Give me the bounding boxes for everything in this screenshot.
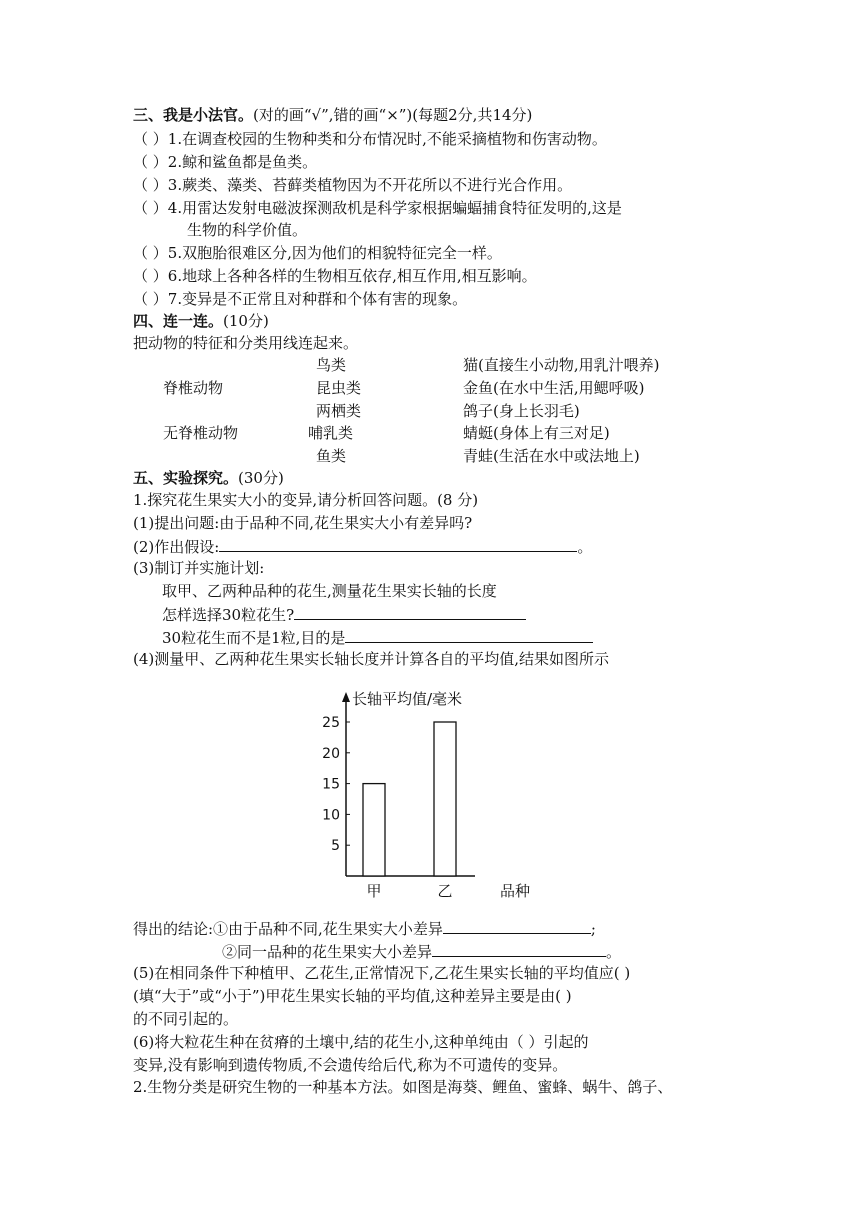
q1-part3c [162, 626, 593, 649]
conclusion-2 [222, 940, 621, 963]
judge-item-7 [133, 288, 467, 310]
purpose-blank[interactable] [345, 626, 593, 643]
answer-paren[interactable]: （ ） [133, 130, 168, 148]
section4-score: (10分) [223, 312, 269, 330]
section3-title: 三、我是小法官。 [133, 106, 254, 124]
q1-part5c: 的不同引起的。 [133, 1010, 239, 1028]
answer-paren[interactable]: （ ） [133, 290, 168, 308]
y-tick-label: 25 [322, 715, 340, 731]
class-bird[interactable]: 鸟类 [316, 356, 347, 374]
chart-labels [322, 690, 530, 900]
y-tick-label: 15 [322, 776, 340, 793]
section5-score: (30分) [238, 469, 284, 487]
q1-part3: (3)制订并实施计划: [133, 559, 265, 577]
bar-乙 [434, 722, 456, 876]
animal-pigeon[interactable]: 鸽子(身上长羽毛) [463, 402, 580, 420]
class-fish[interactable]: 鱼类 [316, 447, 347, 465]
class-insect[interactable]: 昆虫类 [316, 379, 362, 397]
y-axis-label: 长轴平均值/毫米 [352, 690, 463, 708]
section5-title: 五、实验探究。 [133, 469, 239, 487]
group-invertebrate[interactable]: 无脊椎动物 [163, 424, 239, 442]
answer-paren[interactable]: （ ） [133, 244, 168, 262]
q1-part5b: (填“大于”或“小于”)甲花生果实长轴的平均值,这种差异主要是由( ) [133, 987, 572, 1005]
conclusion-1-label: 得出的结论:①由于品种不同,花生果实大小差异 [133, 920, 443, 938]
q1-part2-label: (2)作出假设: [133, 538, 220, 556]
judge-item-4-cont: 生物的科学价值。 [187, 221, 308, 239]
answer-paren[interactable]: （ ） [133, 176, 168, 194]
q1-part4: (4)测量甲、乙两种花生果实长轴长度并计算各自的平均值,结果如图所示 [133, 650, 610, 668]
x-category-label: 乙 [437, 882, 453, 900]
conclusion-2-blank[interactable] [432, 940, 606, 957]
answer-paren[interactable]: （ ） [133, 199, 168, 217]
judge-item-4 [133, 197, 622, 219]
judge-item-1 [133, 128, 607, 150]
q2-intro: 2.生物分类是研究生物的一种基本方法。如图是海葵、鲤鱼、蜜蜂、蜗牛、鸽子、 [133, 1078, 673, 1096]
answer-paren[interactable]: （ ） [133, 153, 168, 171]
y-tick-label: 20 [322, 745, 340, 762]
section3-heading [133, 104, 532, 126]
answer-paren[interactable]: （ ） [133, 267, 168, 285]
section4-heading [133, 310, 269, 332]
x-axis-label: 品种 [500, 882, 531, 900]
class-mammal[interactable]: 哺乳类 [308, 424, 354, 442]
conclusion-2-label: ②同一品种的花生果实大小差异 [222, 943, 433, 961]
section4-title: 四、连一连。 [133, 312, 224, 330]
q1-part1: (1)提出问题:由于品种不同,花生果实大小有差异吗? [133, 514, 473, 532]
judge-item-text: 4.用雷达发射电磁波探测敌机是科学家根据蝙蝠捕食特征发明的,这是 [167, 199, 622, 217]
chart-axes [342, 692, 475, 876]
class-amphibian[interactable]: 两栖类 [316, 402, 362, 420]
y-tick-label: 10 [322, 807, 340, 824]
judge-item-5 [133, 242, 502, 264]
section4-instruction: 把动物的特征和分类用线连起来。 [133, 334, 359, 352]
q1-part6b: 变异,没有影响到遗传物质,不会遗传给后代,称为不可遗传的变异。 [133, 1056, 568, 1074]
period: 。 [606, 943, 622, 961]
chart-bars [363, 722, 456, 876]
x-category-label: 甲 [366, 882, 382, 900]
judge-item-2 [133, 151, 317, 173]
q1-part3a: 取甲、乙两种品种的花生,测量花生果实长轴的长度 [162, 582, 497, 600]
hypothesis-blank[interactable] [219, 535, 577, 552]
judge-item-text: 6.地球上各种各样的生物相互依存,相互作用,相互影响。 [167, 267, 537, 285]
animal-cat[interactable]: 猫(直接生小动物,用乳汁喂养) [463, 356, 660, 374]
q1-part2 [133, 535, 592, 558]
q1-part5a: (5)在相同条件下种植甲、乙花生,正常情况下,乙花生果实长轴的平均值应( ) [133, 964, 631, 982]
conclusion-1-blank[interactable] [443, 917, 591, 934]
y-axis-arrow [342, 692, 350, 702]
section3-instruction: (对的画“√”,错的画“×”)(每题2分,共14分) [253, 106, 533, 124]
animal-goldfish[interactable]: 金鱼(在水中生活,用鳃呼吸) [463, 379, 645, 397]
judge-item-6 [133, 265, 537, 287]
section5-heading [133, 467, 284, 489]
semicolon: ; [590, 920, 596, 938]
y-tick-label: 5 [331, 838, 340, 855]
judge-item-text: 1.在调查校园的生物种类和分布情况时,不能采摘植物和伤害动物。 [167, 130, 607, 148]
q1-part3b-label: 怎样选择30粒花生? [162, 606, 295, 624]
q1-part6a: (6)将大粒花生种在贫瘠的土壤中,结的花生小,这种单纯由（ ）引起的 [133, 1033, 589, 1051]
group-vertebrate[interactable]: 脊椎动物 [163, 379, 224, 397]
q1-title: 1.探究花生果实大小的变异,请分析回答问题。(8 分) [133, 491, 479, 509]
conclusion-1 [133, 917, 596, 940]
judge-item-text: 3.蕨类、藻类、苔藓类植物因为不开花所以不进行光合作用。 [167, 176, 573, 194]
judge-item-text: 7.变异是不正常且对种群和个体有害的现象。 [167, 290, 468, 308]
judge-item-3 [133, 174, 572, 196]
q1-part3c-label: 30粒花生而不是1粒,目的是 [162, 629, 346, 647]
bar-甲 [363, 784, 385, 876]
selection-blank[interactable] [294, 603, 526, 620]
judge-item-text: 5.双胞胎很难区分,因为他们的相貌特征完全一样。 [167, 244, 502, 262]
judge-item-text: 2.鲸和鲨鱼都是鱼类。 [167, 153, 318, 171]
animal-frog[interactable]: 青蛙(生活在水中或法地上) [463, 447, 640, 465]
q1-part3b [162, 603, 526, 626]
period: 。 [577, 538, 593, 556]
animal-dragonfly[interactable]: 蜻蜓(身体上有三对足) [463, 424, 610, 442]
